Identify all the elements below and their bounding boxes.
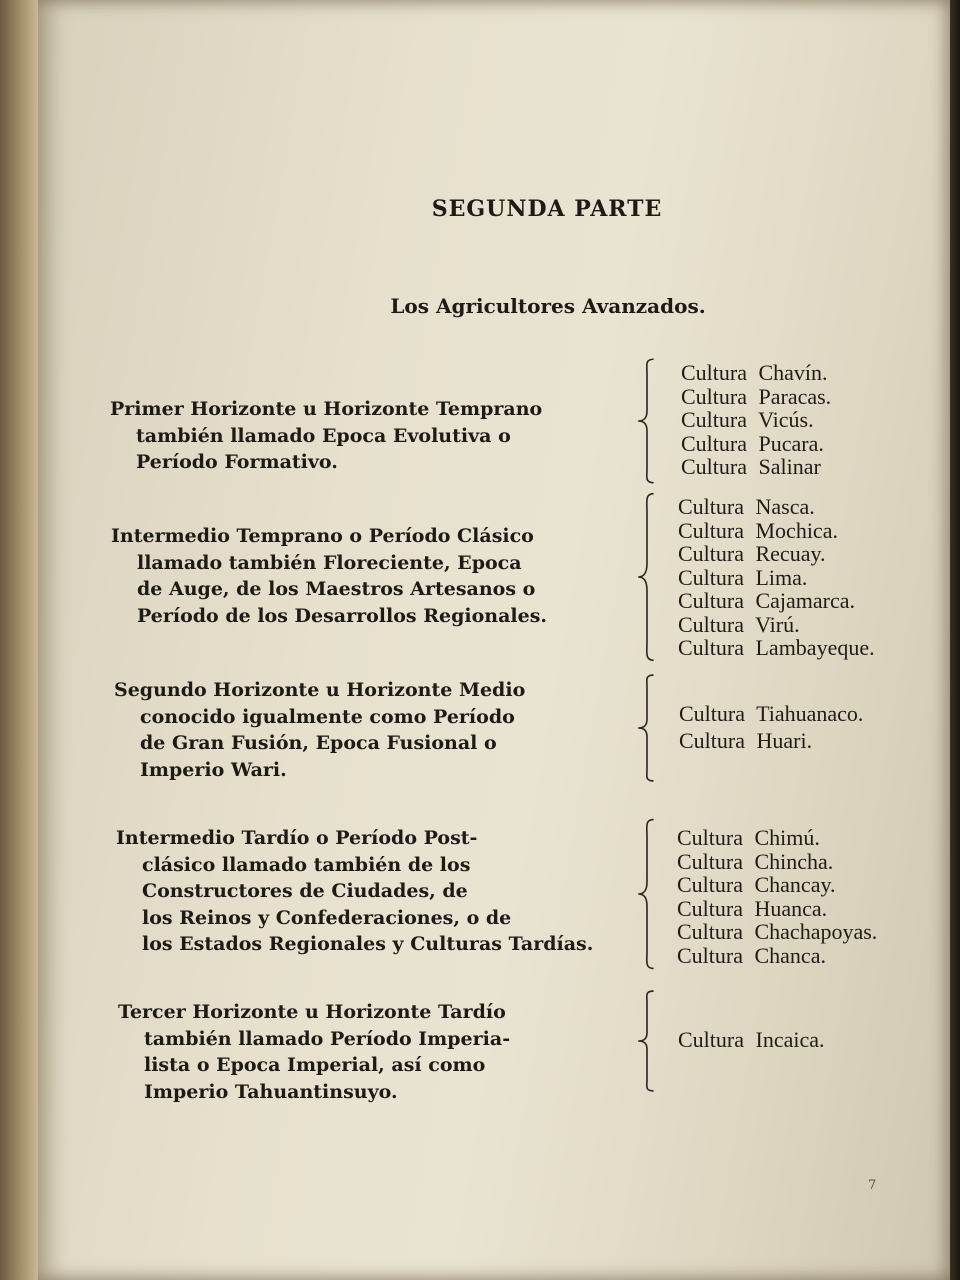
culture-list	[681, 361, 941, 479]
curly-brace	[636, 818, 658, 970]
culture-list	[678, 1028, 938, 1052]
period-line: Primer Horizonte u Horizonte Temprano	[110, 398, 543, 420]
page-subheading: Los Agricultores Avanzados.	[390, 294, 706, 318]
curly-brace	[636, 990, 658, 1092]
period-line: Segundo Horizonte u Horizonte Medio	[114, 679, 526, 701]
period-line: Imperio Wari.	[140, 758, 287, 781]
period-line: lista o Epoca Imperial, así como	[144, 1054, 486, 1076]
page-number: 7	[868, 1178, 877, 1193]
period-line: Intermedio Temprano o Período Clásico	[111, 525, 534, 547]
culture-item: Cultura Pucara.	[681, 430, 824, 456]
culture-item: Cultura Virú.	[678, 611, 800, 637]
culture-item: Cultura Chincha.	[677, 848, 834, 874]
culture-item: Cultura Paracas.	[681, 383, 832, 409]
period-line: Constructores de Ciudades, de	[142, 880, 468, 902]
culture-item: Cultura Cajamarca.	[678, 588, 856, 613]
period-description	[110, 396, 610, 476]
culture-item: Cultura Chavín.	[681, 360, 828, 385]
period-description	[114, 677, 614, 783]
period-line: también llamado Período Imperia-	[144, 1027, 511, 1050]
curly-brace	[636, 674, 658, 782]
page-heading: SEGUNDA PARTE	[431, 196, 663, 222]
period-line: Intermedio Tardío o Período Post-	[116, 827, 478, 849]
culture-item: Cultura Lima.	[678, 564, 808, 590]
period-line: de Gran Fusión, Epoca Fusional o	[140, 732, 497, 754]
culture-list	[679, 700, 939, 754]
culture-item: Cultura Tiahuanaco.	[679, 701, 864, 726]
culture-item: Cultura Recuay.	[678, 541, 826, 566]
period-line: Período Formativo.	[136, 451, 338, 473]
period-description	[116, 825, 616, 958]
period-line: los Estados Regionales y Culturas Tardías.	[142, 933, 594, 955]
curly-brace	[636, 492, 658, 662]
culture-item: Cultura Salinar	[681, 454, 821, 479]
culture-list	[678, 495, 938, 660]
culture-item: Cultura Vicús.	[681, 407, 814, 432]
period-line: Imperio Tahuantinsuyo.	[144, 1080, 398, 1103]
culture-item: Cultura Lambayeque.	[678, 635, 875, 660]
culture-item: Cultura Chanca.	[677, 942, 826, 968]
book-gutter	[0, 0, 38, 1280]
culture-item: Cultura Chimú.	[677, 825, 820, 850]
culture-item: Cultura Nasca.	[678, 494, 815, 519]
period-description	[111, 523, 611, 629]
culture-list	[677, 826, 937, 967]
period-description	[118, 999, 618, 1105]
culture-item: Cultura Chancay.	[677, 872, 836, 897]
page-edge-shadow	[950, 0, 960, 1280]
period-line: Período de los Desarrollos Regionales.	[137, 604, 548, 627]
culture-item: Cultura Mochica.	[678, 517, 838, 543]
period-line: llamado también Floreciente, Epoca	[137, 551, 522, 574]
culture-item: Cultura Huari.	[679, 728, 813, 753]
culture-item: Cultura Huanca.	[677, 895, 828, 921]
period-line: Tercer Horizonte u Horizonte Tardío	[118, 1001, 506, 1023]
period-line: conocido igualmente como Período	[140, 705, 515, 728]
period-line: también llamado Epoca Evolutiva o	[136, 424, 511, 447]
curly-brace	[636, 358, 658, 484]
culture-item: Cultura Chachapoyas.	[677, 919, 878, 944]
period-line: clásico llamado también de los	[142, 853, 471, 876]
period-line: los Reinos y Confederaciones, o de	[142, 906, 512, 929]
culture-item: Cultura Incaica.	[678, 1027, 825, 1052]
period-line: de Auge, de los Maestros Artesanos o	[137, 578, 536, 600]
